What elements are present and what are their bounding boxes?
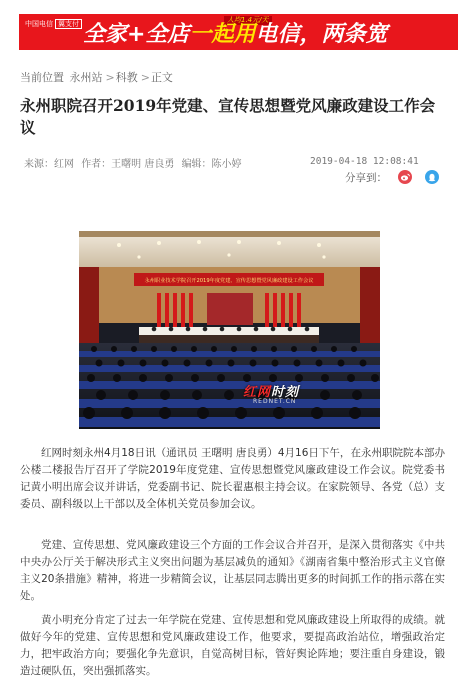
- breadcrumb-item-kejiao[interactable]: 科教: [115, 71, 138, 84]
- logo-box-text: 翼支付: [55, 19, 82, 29]
- article-editor: 编辑：陈小婷: [181, 159, 242, 170]
- slogan-part-a: 全家+全店: [83, 22, 190, 47]
- article-source: 来源：红网: [24, 159, 74, 170]
- article-paragraph: 党建、宣传思想、党风廉政建设三个方面的工作会议合并召开，是深入贯彻落实《中共中央办公厅关于解决形式主义突出问题为基层减负的通知》《湖南省集中整治形式主义官僚主义20条措施》精神，将进一步精简会议，让基层同志腾出更多的时间抓工作的指示落在实处。: [20, 539, 445, 602]
- slogan-part-b: 一起用: [189, 22, 256, 47]
- hall-banner-text: 永州职业技术学院召开2019年度党建、宣传思想暨党风廉政建设工作会议: [144, 278, 314, 284]
- article-paragraph: 红网时刻永州4月18日讯（通讯员 王曙明 唐良勇）4月16日下午，在永州职院院本部办公楼二楼报告厅召开了学院2019年度党建、宣传思想暨党风廉政建设工作会议。院党委书记黄小明出席会议并讲话，党委副书记、院长翟惠根主持会议。在家院领导、各党（总）支委员、副科级以上干部以及全体机关党员参加会议。: [20, 447, 445, 510]
- article-paragraph: 黄小明充分肯定了过去一年学院在党建、宣传思想和党风廉政建设上所取得的成绩。就做好今年的党建、宣传思想和党风廉政建设工作，他要求，要提高政治站位，增强政治定力，把牢政治方向；要强化争先意识，自觉高树目标，管好舆论阵地；要注重自身建设，锻造过硬队伍，突出强抓落实。: [20, 614, 445, 677]
- photo-watermark-sub: REDNET.CN: [253, 398, 297, 405]
- article-title: 永州职院召开2019年党建、宣传思想暨党风廉政建设工作会议: [20, 96, 436, 137]
- weibo-icon[interactable]: [398, 170, 412, 184]
- article-date: 2019-04-18 12:08:41: [310, 156, 419, 167]
- slogan-part-c: 电信，两条宽: [255, 22, 388, 47]
- share-label: 分享到：: [345, 172, 387, 184]
- article-meta: [24, 155, 246, 170]
- watermark-part-a: 红网: [243, 385, 272, 400]
- breadcrumb: [20, 69, 175, 85]
- article-photo: [79, 231, 380, 429]
- breadcrumb-separator: >: [140, 71, 150, 84]
- banner-logo: [25, 19, 82, 29]
- breadcrumb-item-yongzhou[interactable]: 永州站: [69, 71, 103, 84]
- banner-slogan: [83, 22, 387, 48]
- meeting-hall-image: [79, 231, 380, 429]
- banner-promo: 人均1.4元/天: [224, 16, 272, 25]
- article-author: 作者：王曙明 唐良勇: [81, 159, 175, 170]
- breadcrumb-item-current: 正文: [150, 71, 173, 84]
- watermark-part-b: 时刻: [271, 385, 300, 400]
- ad-banner[interactable]: [19, 14, 458, 50]
- breadcrumb-label: 当前位置: [20, 71, 64, 84]
- breadcrumb-separator: >: [105, 71, 115, 84]
- logo-text: 中国电信: [25, 20, 53, 28]
- qq-icon[interactable]: [425, 170, 439, 184]
